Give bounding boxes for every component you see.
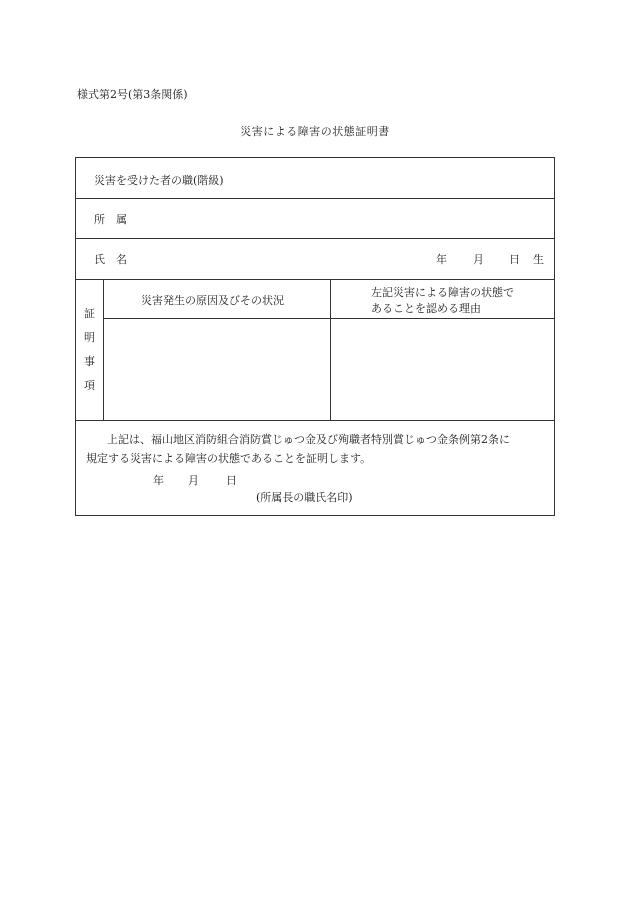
row-divider-3 bbox=[76, 279, 554, 280]
row-divider-4 bbox=[76, 420, 554, 421]
birth-month-label: 月 bbox=[473, 253, 484, 266]
vertical-char-4: 項 bbox=[84, 379, 95, 392]
vertical-char-2: 明 bbox=[84, 331, 95, 344]
document-title: 災害による障害の状態証明書 bbox=[240, 125, 390, 138]
cert-date-month: 月 bbox=[188, 474, 199, 487]
proof-column-divider bbox=[330, 279, 331, 420]
proof-header-divider bbox=[103, 318, 554, 319]
row-divider-2 bbox=[76, 238, 554, 239]
birth-year-label: 年 bbox=[436, 253, 447, 266]
certification-text bbox=[86, 430, 548, 468]
birth-suffix-label: 生 bbox=[533, 253, 544, 266]
form-number: 様式第2号(第3条関係) bbox=[77, 88, 188, 101]
proof-label-divider bbox=[103, 279, 104, 420]
proof-items-vertical-label bbox=[76, 280, 103, 420]
birth-day-label: 日 bbox=[509, 253, 520, 266]
certificate-form-table bbox=[75, 157, 555, 516]
certification-line1: 上記は、福山地区消防組合消防賞じゅつ金及び殉職者特別賞じゅつ金条例第2条に bbox=[107, 433, 510, 446]
reason-column-header-line2: あることを認める理由 bbox=[371, 302, 481, 315]
affiliation-label: 所 属 bbox=[94, 213, 127, 226]
certification-line2: 規定する災害による障害の状態であることを証明します。 bbox=[86, 452, 372, 465]
vertical-char-1: 証 bbox=[84, 307, 95, 320]
rank-label: 災害を受けた者の職(階級) bbox=[94, 174, 224, 187]
cause-column-header: 災害発生の原因及びその状況 bbox=[141, 294, 284, 307]
row-divider-1 bbox=[76, 198, 554, 199]
cert-date-day: 日 bbox=[226, 474, 237, 487]
name-label: 氏 名 bbox=[94, 253, 127, 266]
vertical-char-3: 事 bbox=[84, 355, 95, 368]
cert-date-year: 年 bbox=[153, 474, 164, 487]
reason-column-header-line1: 左記災害による障害の状態で bbox=[371, 286, 514, 299]
signature-label: (所属長の職氏名印) bbox=[256, 491, 353, 504]
